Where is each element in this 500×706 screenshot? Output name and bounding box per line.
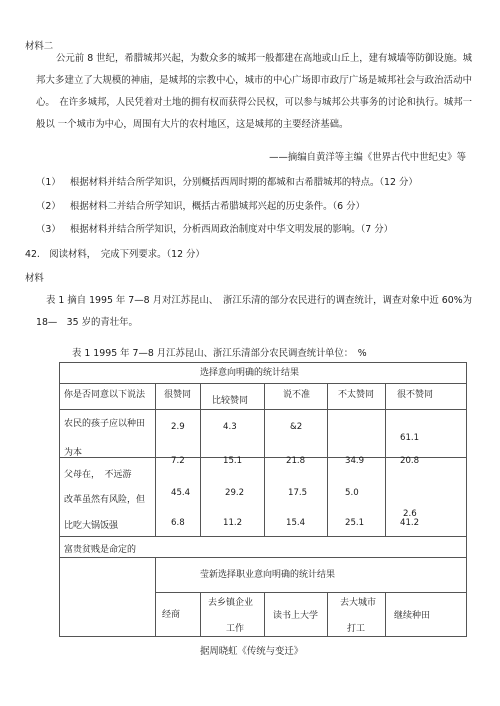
table-caption: 表 1 1995 年 7—8 月江苏昆山、浙江乐清部分农民调查统计 <box>72 348 326 359</box>
table-cell: &2 <box>290 422 303 432</box>
table-rule <box>59 409 467 410</box>
table-rule <box>59 557 467 558</box>
question-1-number: （1） <box>36 177 61 188</box>
table-cell: 15.4 <box>286 518 306 528</box>
table-header: 经商 <box>162 610 181 620</box>
table-rule <box>385 383 386 536</box>
table-rule <box>327 383 328 536</box>
table-header: 很不赞同 <box>397 390 434 400</box>
material2-paragraph: 公元前 8 世纪，希腊城邦兴起，为数众多的城邦一般都建在高地或山丘上，建有城墙等防御设施。城 邦大多建立了大规模的神庙，是城邦的宗教中心，城市的中心广场即市政厅广场是城邦社会与政治活动中心。 在许多城邦，人民凭着对土地的拥有权而获得公民权，可以参与城邦公共事务的讨论和执行。城邦一般以 一个城市为中心，周围有大片的农村地区，这是城邦的主要经济基础。 <box>36 53 482 130</box>
table-header: 继续种田 <box>394 611 431 621</box>
table-cell: 17.5 <box>288 488 308 498</box>
table-rule <box>264 383 265 536</box>
table-cell: 7.2 <box>171 456 185 466</box>
table-rule <box>155 557 156 637</box>
table-section-title: 选择意向明确的统计结果 <box>200 368 300 378</box>
citation: ——摘编自黄洋等主编《世界古代中世纪史》等 <box>269 152 466 163</box>
table-cell: 2.9 <box>171 422 185 432</box>
table-unit: 单位： % <box>325 348 367 359</box>
table-rule <box>200 383 201 536</box>
table-rule <box>264 592 265 637</box>
question-42: 42. 阅读材料， 完成下列要求。（12 分） <box>25 249 205 260</box>
table-header: 工作 <box>226 624 245 634</box>
table-header: 去大城市 <box>340 598 377 608</box>
table-rule <box>59 536 467 537</box>
question-3-text: 根据材料并结合所学知识，分析西周政治制度对中华文明发展的影响。（7 分） <box>70 224 394 235</box>
table-header: 说不准 <box>283 390 311 400</box>
table-cell: 4.3 <box>223 422 237 432</box>
material-heading: 材料 <box>25 273 44 284</box>
row-label: 为本 <box>64 448 83 458</box>
table-cell: 21.8 <box>286 456 306 466</box>
row-label: 改革虽然有风险，但 <box>64 495 146 505</box>
table-header: 比较赞同 <box>212 396 249 406</box>
table-cell: 6.8 <box>171 518 185 528</box>
question-3-number: （3） <box>36 224 61 235</box>
table-rule <box>59 383 467 384</box>
table-rule <box>155 383 156 536</box>
question-2-number: （2） <box>36 201 61 212</box>
table-cell: 11.2 <box>223 518 243 528</box>
row-label: 富贵贫贱是命定的 <box>64 545 137 555</box>
table-rule <box>327 592 328 637</box>
table-cell: 20.8 <box>400 456 420 466</box>
table-cell: 2.6 <box>403 509 417 519</box>
question-1-text: 根据材料并结合所学知识，分别概括西周时期的都城和古希腊城邦的特点。（12 分） <box>70 177 418 188</box>
table-rule <box>200 592 201 637</box>
row-label: 比吃大锅饭强 <box>64 521 119 531</box>
table-header: 不太赞同 <box>338 390 375 400</box>
table-header: 你是否同意以下说法 <box>64 390 146 400</box>
table-cell: 5.0 <box>345 488 359 498</box>
table-rule <box>385 592 386 637</box>
table-cell: 41.2 <box>400 518 420 528</box>
table-header: 打工 <box>347 624 366 634</box>
table-cell: 34.9 <box>345 456 365 466</box>
table-header: 读书上大学 <box>273 611 319 621</box>
table-cell: 45.4 <box>171 488 191 498</box>
table-cell: 29.2 <box>225 488 245 498</box>
table-source: 据周晓虹《传统与变迁》 <box>200 646 304 657</box>
material2-heading: 材料二 <box>25 41 54 52</box>
table-header: 很赞同 <box>164 390 192 400</box>
row-label: 父母在， 不远游 <box>64 470 132 480</box>
table-cell: 25.1 <box>345 518 365 528</box>
intro-paragraph: 表 1 摘自 1995 年 7—8 月对江苏昆山、 浙江乐清的部分农民进行的调查统计，调查对象中近 60%为 18— 35 岁的青壮年。 <box>36 295 472 328</box>
table-cell: 15.1 <box>223 456 243 466</box>
question-2-text: 根据材料二并结合所学知识，概括古希腊城邦兴起的历史条件。（6 分） <box>70 201 365 212</box>
table-cell: 61.1 <box>400 433 420 443</box>
table-section-title: 莹新选择职业意向明确的统计结果 <box>200 570 336 580</box>
row-label: 农民的孩子应以种田 <box>64 419 146 429</box>
table-header: 去乡镇企业 <box>208 598 254 608</box>
table-rule <box>155 592 467 593</box>
